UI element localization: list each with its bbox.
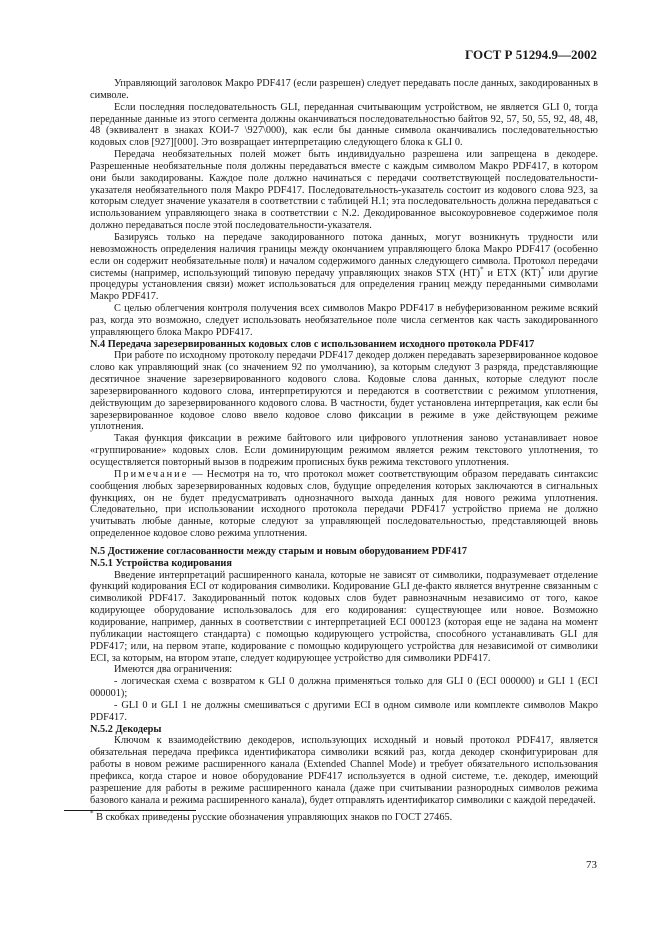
subsection-n5-1-title: N.5.1 Устройства кодирования xyxy=(90,557,232,569)
footnote-ref: * xyxy=(480,265,484,274)
subsection-n5-1-paragraph-2: Имеются два ограничения: xyxy=(114,664,233,676)
footnote-divider xyxy=(64,810,196,811)
page-body xyxy=(90,78,598,806)
section-n4-paragraph-1: При работе по исходному протоколу передачи PDF417 декодер должен передавать зарезервированное кодовое слово как управляющий знак (со значением 92 по умолчанию), за которым следуют 3 разряда, представляющие десятичное значение зарезервированного кодового слова. Кодовые слова данных, которые следуют после зарезервированного кодового слова, интерпретируются и передаются в соответствии с режимом уплотнения, действующим до зарезервированного кодового слова. В частности, будет установлена интерпретация, как если бы зарезервированное кодовое слово ввело кодовое слово фиксации в режиме в уже действующем режиме уплотнения. xyxy=(90,350,598,433)
subsection-n5-2-title: N.5.2 Декодеры xyxy=(90,723,162,735)
footnote-ref: * xyxy=(540,265,545,274)
paragraph-optional-fields: Передача необязательных полей может быть индивидуально разрешена или запрещена в декодере. Разрешенные необязательные поля должны передаваться вместе с каждым символом Макро PDF417, в котором они были закодированы. Каждое поле должно начинаться с передачи соответствующей последовательности-указателя необязательного поля Макро PDF417. Последовательность-указатель состоит из кодового слова 923, за которым следует значение указателя в соответствии с таблицей Н.1; эта последовательность должна передаваться с использованием управляющего знака в соответствии с N.2. Декодированное высокоуровневое содержимое поля должно передаваться после этой последовательности-указателя. xyxy=(90,149,598,232)
subsection-n5-1-paragraph-1: Введение интерпретаций расширенного канала, которые не зависят от символики, подразумевает отделение функций кодирования ECI от кодирования символики. Кодирование GLI де-факто является внутренне связанным с символикой PDF417. Закодированный поток кодовых слов будет равнозначным независимо от того, какое кодирующее оборудование использовалось для его кодирования: существующее или новое. Возможно кодирование, например, данных в соответствии с интерпретацией ECI 000123 (которая еще не задана на момент публикации настоящего стандарта) с помощью кодирующего устройства, способного устанавливать GLI для PDF417; или, на первом этапе, кодирование с помощью кодирующего устройства для независимой от символики ECI, за которым, на втором этапе, следует кодирующее устройство для символики PDF417. xyxy=(90,569,598,664)
boundary-text-b: и ETX (КТ) xyxy=(483,267,541,279)
boundary-text-c: или другие процедуры установления связи) может использоваться для определения границ между переданными символами Макро PDF417. xyxy=(90,267,598,303)
section-n4-paragraph-2: Такая функция фиксации в режиме байтового или цифрового уплотнения заново устанавливает новое «группирование» кодовых слов. Если доминирующим режимом является режим текстового уплотнения, то осуществляется повторный вызов в подрежим прописных букв режима текстового уплотнения. xyxy=(90,433,598,468)
section-n4-note xyxy=(90,469,598,540)
page-number: 73 xyxy=(586,859,597,871)
subsection-n5-2-paragraph-1: Ключом к взаимодействию декодеров, использующих исходный и новый протокол PDF417, является обязательная передача префикса идентификатора символики всякий раз, когда декодер сконфигурирован для работы в новом режиме расширенного канала (Extended Channel Mode) и требует обязательного использования префикса, когда старое и новое оборудование PDF417 используется в одной системе, т.е. декодер, имеющий разрешение для работы в режиме расширенного канала (даже при считывании разнородных символов режима базового канала и режима расширенного канала), будет отправлять идентификатор символики с каждой передачей. xyxy=(90,735,598,806)
paragraph-segment-count: С целью облегчения контроля получения всех символов Макро PDF417 в небуферизованном режиме всякий раз, когда это возможно, следует использовать необязательное поле числа сегментов как часть закодированного управляющего блока Макро PDF417. xyxy=(90,303,598,338)
constraint-item-2: - GLI 0 и GLI 1 не должны смешиваться с другими ECI в одном символе или комплекте символов Макро PDF417. xyxy=(90,699,598,723)
constraint-item-1: - логическая схема с возвратом к GLI 0 должна применяться только для GLI 0 (ECI 000000) и GLI 1 (ECI 000001); xyxy=(90,676,598,700)
paragraph-macro-header: Управляющий заголовок Макро PDF417 (если разрешен) следует передавать после данных, закодированных в символе. xyxy=(90,78,598,101)
section-n5-title: N.5 Достижение согласованности между старым и новым оборудованием PDF417 xyxy=(90,545,468,557)
footnote-text: В скобках приведены русские обозначения управляющих знаков по ГОСТ 27465. xyxy=(93,812,453,823)
boundary-text-a: Базируясь только на передаче закодированного потока данных, могут возникнуть трудности или невозможность определения наличия границы между окончанием управляющего блока Макро PDF417 (особенно если он содержит необязательные поля) и началом содержимого данных следующего символа. Протокол передачи системы (например, использующий типовую передачу управляющих знаков STX (НТ) xyxy=(90,231,598,279)
paragraph-boundary xyxy=(90,232,598,303)
paragraph-gli-sequence: Если последняя последовательность GLI, переданная считывающим устройством, не является GLI 0, тогда переданные данные из этого сегмента должны оканчиваться последовательностью байтов 92, 57, 50, 55, 92, 48, 48, 48 (эквивалент в знаках КОИ-7 \927\000), как если бы данные символа оканчивались последовательностью кодовых слов [927][000]. Это возвращает интерпретацию следующего блока к GLI 0. xyxy=(90,101,598,149)
footnote xyxy=(90,809,590,824)
note-label: Примечание xyxy=(114,468,189,480)
standard-designation: ГОСТ Р 51294.9—2002 xyxy=(465,47,597,62)
note-text: — Несмотря на то, что протокол может соответствующим образом передавать синтаксис сообщения любых зарезервированных кодовых слов, будущие определения которых заключаются в сигнальных функциях, он не будет предусматривать однозначного выхода данных для нового режима уплотнения. Следовательно, при использовании исходного протокола передачи PDF417 устройство приема не должно учитывать любые данные, которые следуют за управляющей последовательностью, представляющей вновь определенное кодовое слово режима уплотнения. xyxy=(90,468,598,540)
section-n4-title: N.4 Передача зарезервированных кодовых слов с использованием исходного протокола PDF417 xyxy=(90,338,535,350)
footnote-marker: * xyxy=(90,809,94,818)
